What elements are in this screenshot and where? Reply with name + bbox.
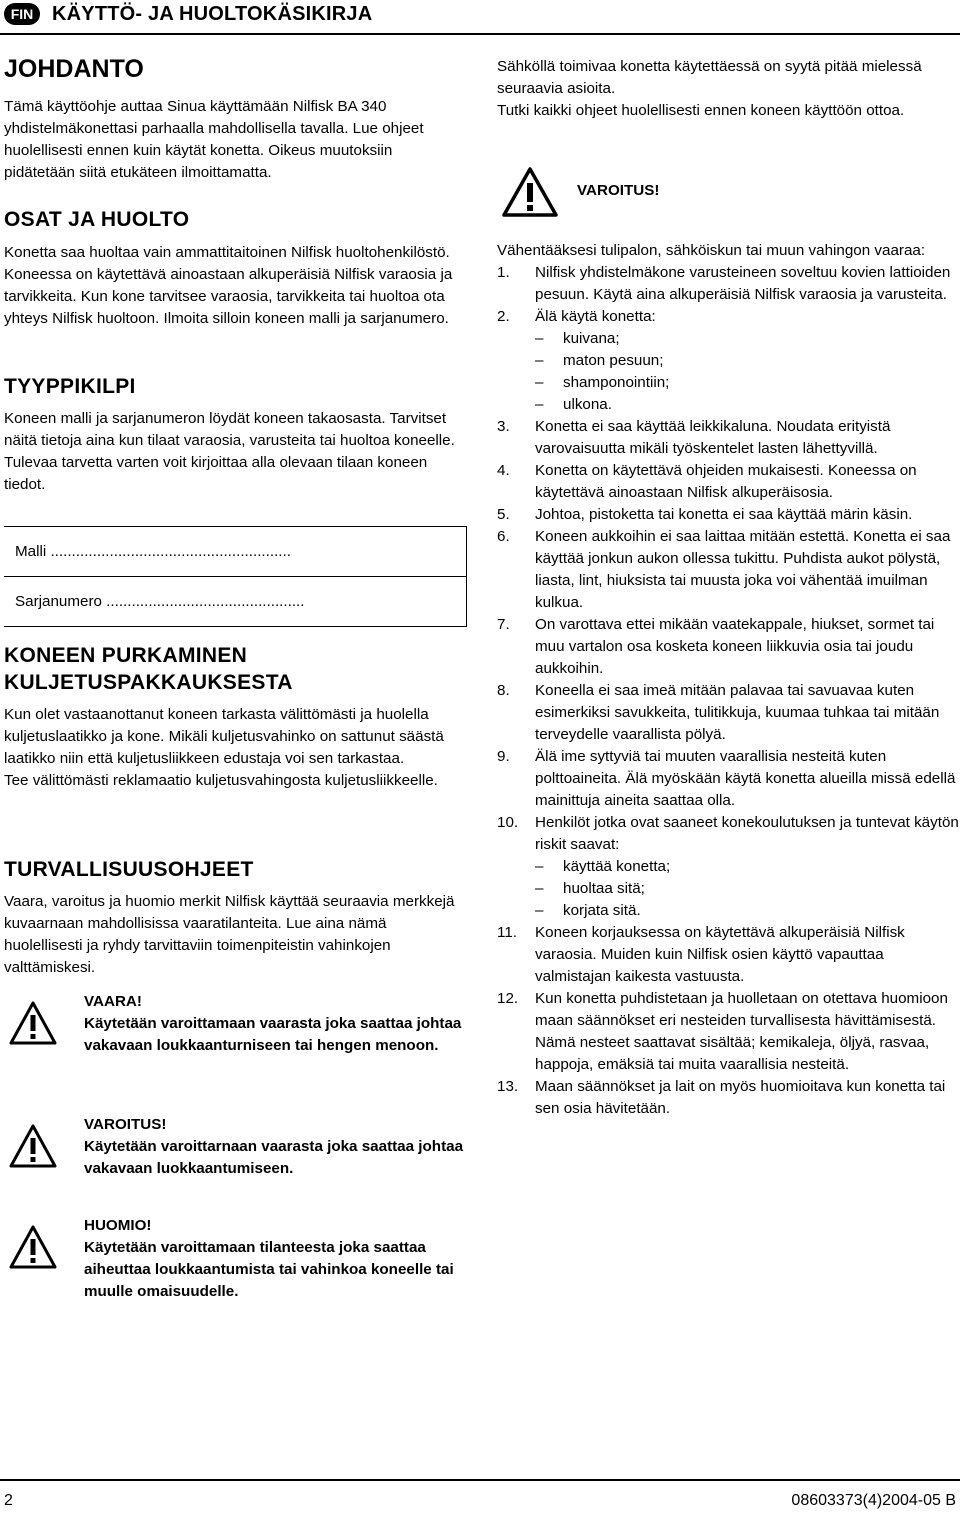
plate-heading: TYYPPIKILPI	[4, 375, 136, 398]
rule-subitem: – huoltaa sitä;	[535, 878, 959, 900]
warning-notice-text	[84, 1114, 466, 1180]
warning-triangle-icon	[9, 1001, 57, 1045]
right-intro	[497, 56, 959, 122]
rule-item: 9. Älä ime syttyviä tai muuten vaarallisia nesteitä kuten polttoaineita. Älä myöskään käytä konetta alueilla missä edellä mainittuja aineita saattaa olla.	[497, 748, 956, 809]
safety-section	[4, 856, 466, 979]
rule-subitem: – maton pesuun;	[535, 350, 959, 372]
intro-heading: JOHDANTO	[4, 55, 144, 83]
rule-sublist	[535, 856, 959, 922]
safety-text: Vaara, varoitus ja huomio merkit Nilfisk käyttää seuraavia merkkejä kuvaarnaan mahdollisissa vaaratilanteita. Lue aina nämä huolellisesti ja ryhdy tarvittaviin toimenpiteistin vahinkojen valttämiskesi.	[4, 893, 455, 976]
warning-body: Käytetään varoittarnaan vaarasta joka saattaa johtaa vakavaan luokkaantumiseen.	[84, 1138, 464, 1177]
caution-notice-text	[84, 1215, 466, 1303]
rule-subitem: – käyttää konetta;	[535, 856, 959, 878]
caution-body: Käytetään varoittamaan tilanteesta joka saattaa aiheuttaa loukkaantumista tai vahinkoa koneelle tai muulle omaisuudelle.	[84, 1239, 454, 1300]
rule-item: 7. On varottava ettei mikään vaatekappale, hiukset, sormet tai muu vartalon osa kosketa koneen liikkuvia osia tai joudu aukkoihin.	[497, 616, 935, 677]
rule-subitem: – shamponointiin;	[535, 372, 959, 394]
rule-subitem: – korjata sitä.	[535, 900, 959, 922]
serial-field-label: Sarjanumero ...............................................	[15, 593, 305, 610]
warning-triangle-icon	[9, 1225, 57, 1269]
danger-notice-text	[84, 991, 466, 1057]
machine-info-form	[4, 526, 467, 627]
right-intro-text-2: Tutki kaikki ohjeet huolellisesti ennen koneen käyttöön ottoa.	[497, 102, 905, 119]
rule-item: 4. Konetta on käytettävä ohjeiden mukaisesti. Koneessa on käytettävä ainoastaan Nilfisk alkuperäisosia.	[497, 462, 917, 501]
warning-triangle-icon	[9, 1124, 57, 1168]
page-number: 2	[4, 1492, 13, 1509]
danger-body: Käytetään varoittamaan vaarasta joka saattaa johtaa vakavaan loukkaanturniseen tai hengen menoon.	[84, 1015, 462, 1054]
plate-text-2: Tulevaa tarvetta varten voit kirjoittaa alla olevaan tilaan koneen tiedot.	[4, 454, 428, 493]
rule-item: 5. Johtoa, pistoketta tai konetta ei saa käyttää märin käsin.	[497, 506, 913, 523]
warning-title: VAROITUS!	[84, 1116, 167, 1133]
model-field[interactable]	[4, 527, 466, 576]
rules-lead: Vähentääksesi tulipalon, sähköiskun tai muun vahingon vaaraa:	[497, 242, 926, 259]
document-title: KÄYTTÖ- JA HUOLTOKÄSIKIRJA	[52, 3, 373, 25]
intro-text: Tämä käyttöohje auttaa Sinua käyttämään Nilfisk BA 340 yhdistelmäkonettasi parhaalla mahdollisella tavalla. Lue ohjeet huolellisesti ennen kuin käytät konetta. Oikeus muutoksiin pidätetään siitä etukäteen ilmoittamatta.	[4, 98, 424, 181]
rule-item: 1. Nilfisk yhdistelmäkone varusteineen soveltuu kovien lattioiden pesuun. Käytä aina alkuperäisiä Nilfisk varaosia ja varusteita.	[497, 264, 951, 303]
rule-item: 11. Koneen korjauksessa on käytettävä alkuperäisiä Nilfisk varaosia. Muiden kuin Nilfisk osien käyttö vapauttaa valmistajan kaikesta vastuusta.	[497, 924, 905, 985]
rule-subitem: – ulkona.	[535, 394, 959, 416]
rule-sublist	[535, 328, 959, 416]
rule-item: 8. Koneella ei saa imeä mitään palavaa tai savuavaa kuten esimerkiksi savukkeita, tulitikkuja, kuumaa tuhkaa tai mitään terveydelle vaarallista pölyä.	[497, 682, 940, 743]
intro-section	[4, 54, 466, 184]
parts-text: Konetta saa huoltaa vain ammattitaitoinen Nilfisk huoltohenkilöstö. Koneessa on käytettävä ainoastaan alkuperäisiä Nilfisk varaosia ja tarvikkeita. Kun kone tarvitsee varaosia, tarvikkeita tai huoltoa ota yhteys Nilfisk huoltoon. Ilmoita silloin koneen malli ja sarjanumero.	[4, 244, 453, 327]
safety-rules	[497, 240, 959, 1120]
rule-item: 2. Älä käytä konetta: – kuivana; – maton pesuun; – shamponointiin; – ulkona.	[497, 306, 959, 416]
parts-heading: OSAT JA HUOLTO	[4, 208, 190, 231]
danger-title: VAARA!	[84, 993, 142, 1010]
rule-subitem: – kuivana;	[535, 328, 959, 350]
rule-item: 6. Koneen aukkoihin ei saa laittaa mitään estettä. Konetta ei saa käyttää jonkun aukon ollessa tukittu. Puhdista aukot pölystä, liasta, lint, hiuksista tai muusta joka voi vähentää imuilman kulkua.	[497, 528, 951, 611]
unpacking-text-1: Kun olet vastaanottanut koneen tarkasta välittömästi ja huolella kuljetuslaatikko ja kone. Mikäli kuljetusvahinko on sattunut säästä laatikko niin että kuljetusliikkeen edustaja voi sen tarkastaa.	[4, 706, 444, 767]
serial-field[interactable]	[4, 576, 466, 626]
right-intro-text: Sähköllä toimivaa konetta käytettäessä on syytä pitää mielessä seuraavia asioita.	[497, 58, 922, 97]
plate-section	[4, 373, 466, 496]
right-warning-title: VAROITUS!	[577, 182, 660, 199]
safety-heading: TURVALLISUUSOHJEET	[4, 858, 254, 881]
warning-triangle-icon	[501, 166, 559, 218]
plate-text-1: Koneen malli ja sarjanumeron löydät koneen takaosasta. Tarvitset näitä tietoja aina kun tilaat varaosia, varusteita tai huoltoa koneelle.	[4, 410, 455, 449]
unpacking-text-2: Tee välittömästi reklamaatio kuljetusvahingosta kuljetusliikkeelle.	[4, 772, 438, 789]
rule-item: 3. Konetta ei saa käyttää leikkikaluna. Noudata erityistä varovaisuutta mikäli työskentelet lasten lähettyvillä.	[497, 418, 891, 457]
page-header	[0, 0, 960, 27]
rule-item: 12. Kun konetta puhdistetaan ja huolletaan on otettava huomioon maan säännökset eri nesteiden turvallisesta hävittämisestä. Nämä nesteet saattavat sisältää; kemikaleja, öljyä, rasvaa, happoja, emäksiä tai muita vaarallisia nesteitä.	[497, 990, 948, 1073]
unpacking-section	[4, 642, 466, 792]
footer-rule	[0, 1479, 960, 1481]
rule-item: 13. Maan säännökset ja lait on myös huomioitava kun konetta tai sen osia hävitetään.	[497, 1078, 946, 1117]
caution-title: HUOMIO!	[84, 1217, 152, 1234]
parts-section	[4, 206, 466, 330]
unpacking-heading: KONEEN PURKAMINEN KULJETUSPAKKAUKSESTA	[4, 644, 293, 694]
rule-item: 10. Henkilöt jotka ovat saaneet konekoulutuksen ja tuntevat käytön riskit saavat: – käyttää konetta; – huoltaa sitä; – korjata sitä.	[497, 812, 959, 922]
rules-list	[497, 262, 959, 1120]
document-code: 08603373(4)2004-05 B	[791, 1492, 956, 1509]
language-badge: FIN	[4, 3, 40, 25]
right-warning	[497, 160, 959, 220]
header-rule	[0, 33, 960, 35]
model-field-label: Malli .........................................................	[15, 543, 291, 560]
